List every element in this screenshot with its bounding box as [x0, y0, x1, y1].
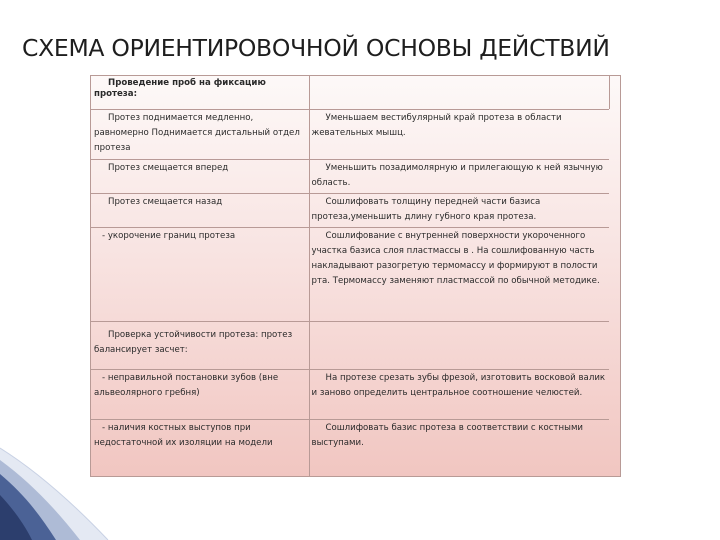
- stability-section-header: Проверка устойчивости протеза: протез балансирует засчет:: [91, 321, 309, 369]
- table-row: [91, 369, 609, 419]
- slide-title: СХЕМА ОРИЕНТИРОВОЧНОЙ ОСНОВЫ ДЕЙСТВИЙ: [22, 34, 610, 62]
- table-row: [91, 193, 609, 227]
- problem-cell: Протез смещается назад: [91, 193, 309, 227]
- table-cell-empty: [309, 321, 609, 369]
- table-row: [91, 76, 609, 109]
- solution-cell: На протезе срезать зубы фрезой, изготовить восковой валик и заново определить центральное соотношение челюстей.: [309, 369, 609, 419]
- problem-cell: - укорочение границ протеза: [91, 227, 309, 321]
- table-row: [91, 419, 609, 476]
- problem-cell: Протез поднимается медленно, равномерно Поднимается дистальный отдел протеза: [91, 109, 309, 159]
- table-row: [91, 159, 609, 193]
- table-cell-empty: [309, 76, 609, 109]
- action-scheme-table: [90, 75, 621, 477]
- table-row: [91, 321, 609, 369]
- table-edge-column: [609, 76, 622, 109]
- table-row: [91, 227, 609, 321]
- fixation-section-header: Проведение проб на фиксацию протеза:: [91, 76, 309, 109]
- problem-cell: Протез смещается вперед: [91, 159, 309, 193]
- solution-cell: Уменьшаем вестибулярный край протеза в области жевательных мышц.: [309, 109, 609, 159]
- solution-cell: Уменьшить позадимолярную и прилегающую к ней язычную область.: [309, 159, 609, 193]
- problem-cell: - неправильной постановки зубов (вне альвеолярного гребня): [91, 369, 309, 419]
- table-row: [91, 109, 609, 159]
- solution-cell: Сошлифование с внутренней поверхности укороченного участка базиса слоя пластмассы в . На сошлифованную часть накладывают разогретую термомассу и формируют в полости рта. Термомассу заменяют пластмассой по обычной методике.: [309, 227, 609, 321]
- problem-cell: - наличия костных выступов при недостаточной их изоляции на модели: [91, 419, 309, 476]
- solution-cell: Сошлифовать базис протеза в соответствии с костными выступами.: [311, 422, 584, 448]
- solution-cell: Сошлифовать толщину передней части базиса протеза,уменьшить длину губного края протеза.: [309, 193, 609, 227]
